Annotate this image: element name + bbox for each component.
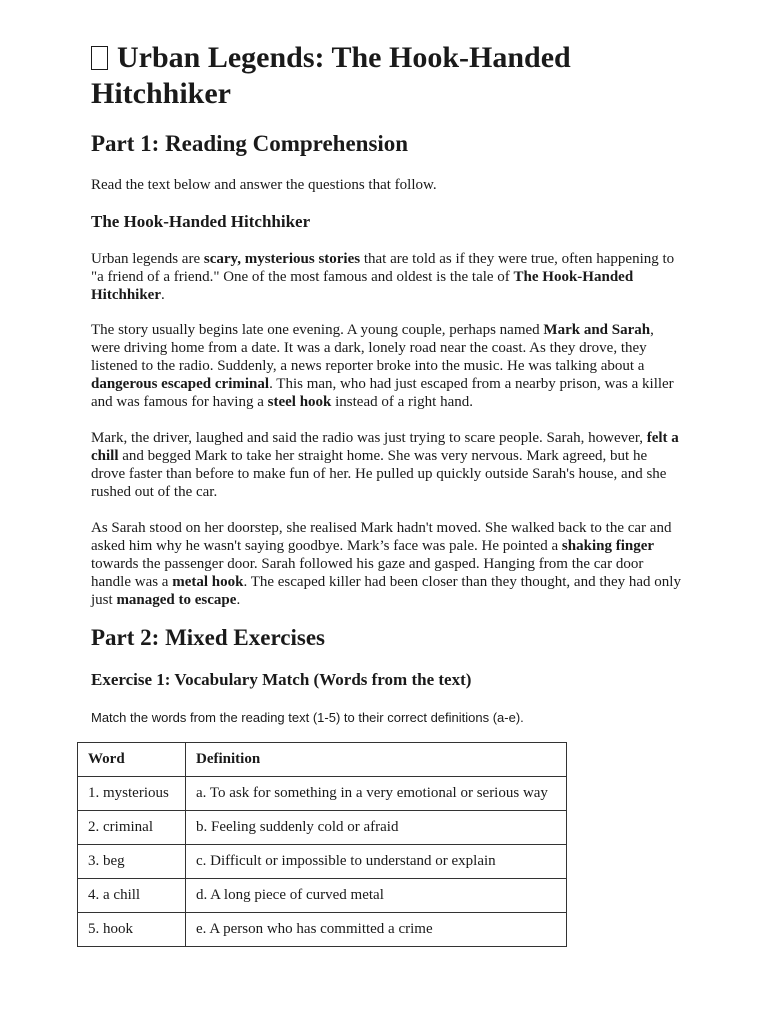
bold-phrase: felt a chill bbox=[91, 430, 679, 464]
page-title bbox=[91, 40, 681, 112]
text-run: towards the passenger door. Sarah followed his gaze and gasped. Hanging from the car door handle was a bbox=[91, 556, 644, 590]
paragraph-2 bbox=[91, 321, 681, 411]
bold-phrase: steel hook bbox=[267, 394, 332, 410]
word-cell: 5. hook bbox=[78, 913, 186, 947]
text-run: . This man, who had just escaped from a nearby prison, was a killer and was famous for having a bbox=[91, 376, 674, 410]
text-run: As Sarah stood on her doorstep, she realised Mark hadn't moved. She walked back to the car and asked him why he wasn't saying goodbye. Mark’s face was pale. He pointed a bbox=[91, 520, 672, 554]
page-title-text: Urban Legends: The Hook-Handed Hitchhiker bbox=[91, 41, 571, 110]
word-cell: 4. a chill bbox=[78, 879, 186, 913]
definition-cell: c. Difficult or impossible to understand or explain bbox=[186, 845, 567, 879]
definition-cell: e. A person who has committed a crime bbox=[186, 913, 567, 947]
text-run: Urban legends are bbox=[91, 251, 204, 267]
definition-cell: a. To ask for something in a very emotional or serious way bbox=[186, 777, 567, 811]
missing-glyph-icon bbox=[91, 46, 108, 70]
exercise1-heading: Exercise 1: Vocabulary Match (Words from the text) bbox=[91, 670, 472, 689]
story-heading: The Hook-Handed Hitchhiker bbox=[91, 212, 311, 231]
header-definition: Definition bbox=[186, 743, 567, 777]
definition-cell: b. Feeling suddenly cold or afraid bbox=[186, 811, 567, 845]
text-run: , were driving home from a date. It was a dark, lonely road near the coast. As they drove, they listened to the radio. Suddenly, a news reporter broke into the music. He was talking about a bbox=[91, 322, 654, 374]
bold-phrase: metal hook bbox=[172, 574, 244, 590]
bold-phrase: dangerous escaped criminal bbox=[91, 376, 270, 392]
table-row bbox=[78, 879, 567, 913]
bold-phrase: Mark and Sarah bbox=[543, 322, 651, 338]
header-word: Word bbox=[78, 743, 186, 777]
paragraph-4 bbox=[91, 519, 681, 609]
table-header-row bbox=[78, 743, 567, 777]
table-row bbox=[78, 845, 567, 879]
bold-phrase: managed to escape bbox=[116, 592, 237, 608]
bold-phrase: scary, mysterious stories bbox=[203, 251, 361, 267]
paragraph-1 bbox=[91, 250, 681, 304]
part1-heading: Part 1: Reading Comprehension bbox=[91, 131, 409, 156]
reading-instruction: Read the text below and answer the questions that follow. bbox=[91, 177, 437, 193]
part2-heading: Part 2: Mixed Exercises bbox=[91, 625, 325, 650]
text-run: that are told as if they were true, often happening to "a friend of a friend." One of the most famous and oldest is the tale of bbox=[91, 251, 675, 285]
word-cell: 2. criminal bbox=[78, 811, 186, 845]
table-row bbox=[78, 811, 567, 845]
bold-phrase: shaking finger bbox=[561, 538, 655, 554]
text-run: and begged Mark to take her straight home. She was very nervous. Mark agreed, but he drove faster than before to make fun of her. He pulled up quickly outside Sarah's house, and she rushed out of the car. bbox=[91, 448, 667, 500]
text-run: . bbox=[161, 287, 165, 303]
text-run: . The escaped killer had been closer than they thought, and they had only just bbox=[91, 574, 681, 608]
table-row bbox=[78, 777, 567, 811]
table-row bbox=[78, 913, 567, 947]
vocabulary-table bbox=[77, 742, 567, 947]
exercise1-instruction: Match the words from the reading text (1-5) to their correct definitions (a-e). bbox=[91, 710, 524, 725]
word-cell: 3. beg bbox=[78, 845, 186, 879]
text-run: . bbox=[236, 592, 241, 608]
text-run: The story usually begins late one evening. A young couple, perhaps named bbox=[91, 322, 544, 338]
paragraph-3 bbox=[91, 429, 681, 501]
text-run: instead of a right hand. bbox=[331, 394, 474, 410]
word-cell: 1. mysterious bbox=[78, 777, 186, 811]
text-run: Mark, the driver, laughed and said the radio was just trying to scare people. Sarah, however, bbox=[91, 430, 647, 446]
definition-cell: d. A long piece of curved metal bbox=[186, 879, 567, 913]
bold-phrase: The Hook-Handed Hitchhiker bbox=[91, 269, 634, 303]
